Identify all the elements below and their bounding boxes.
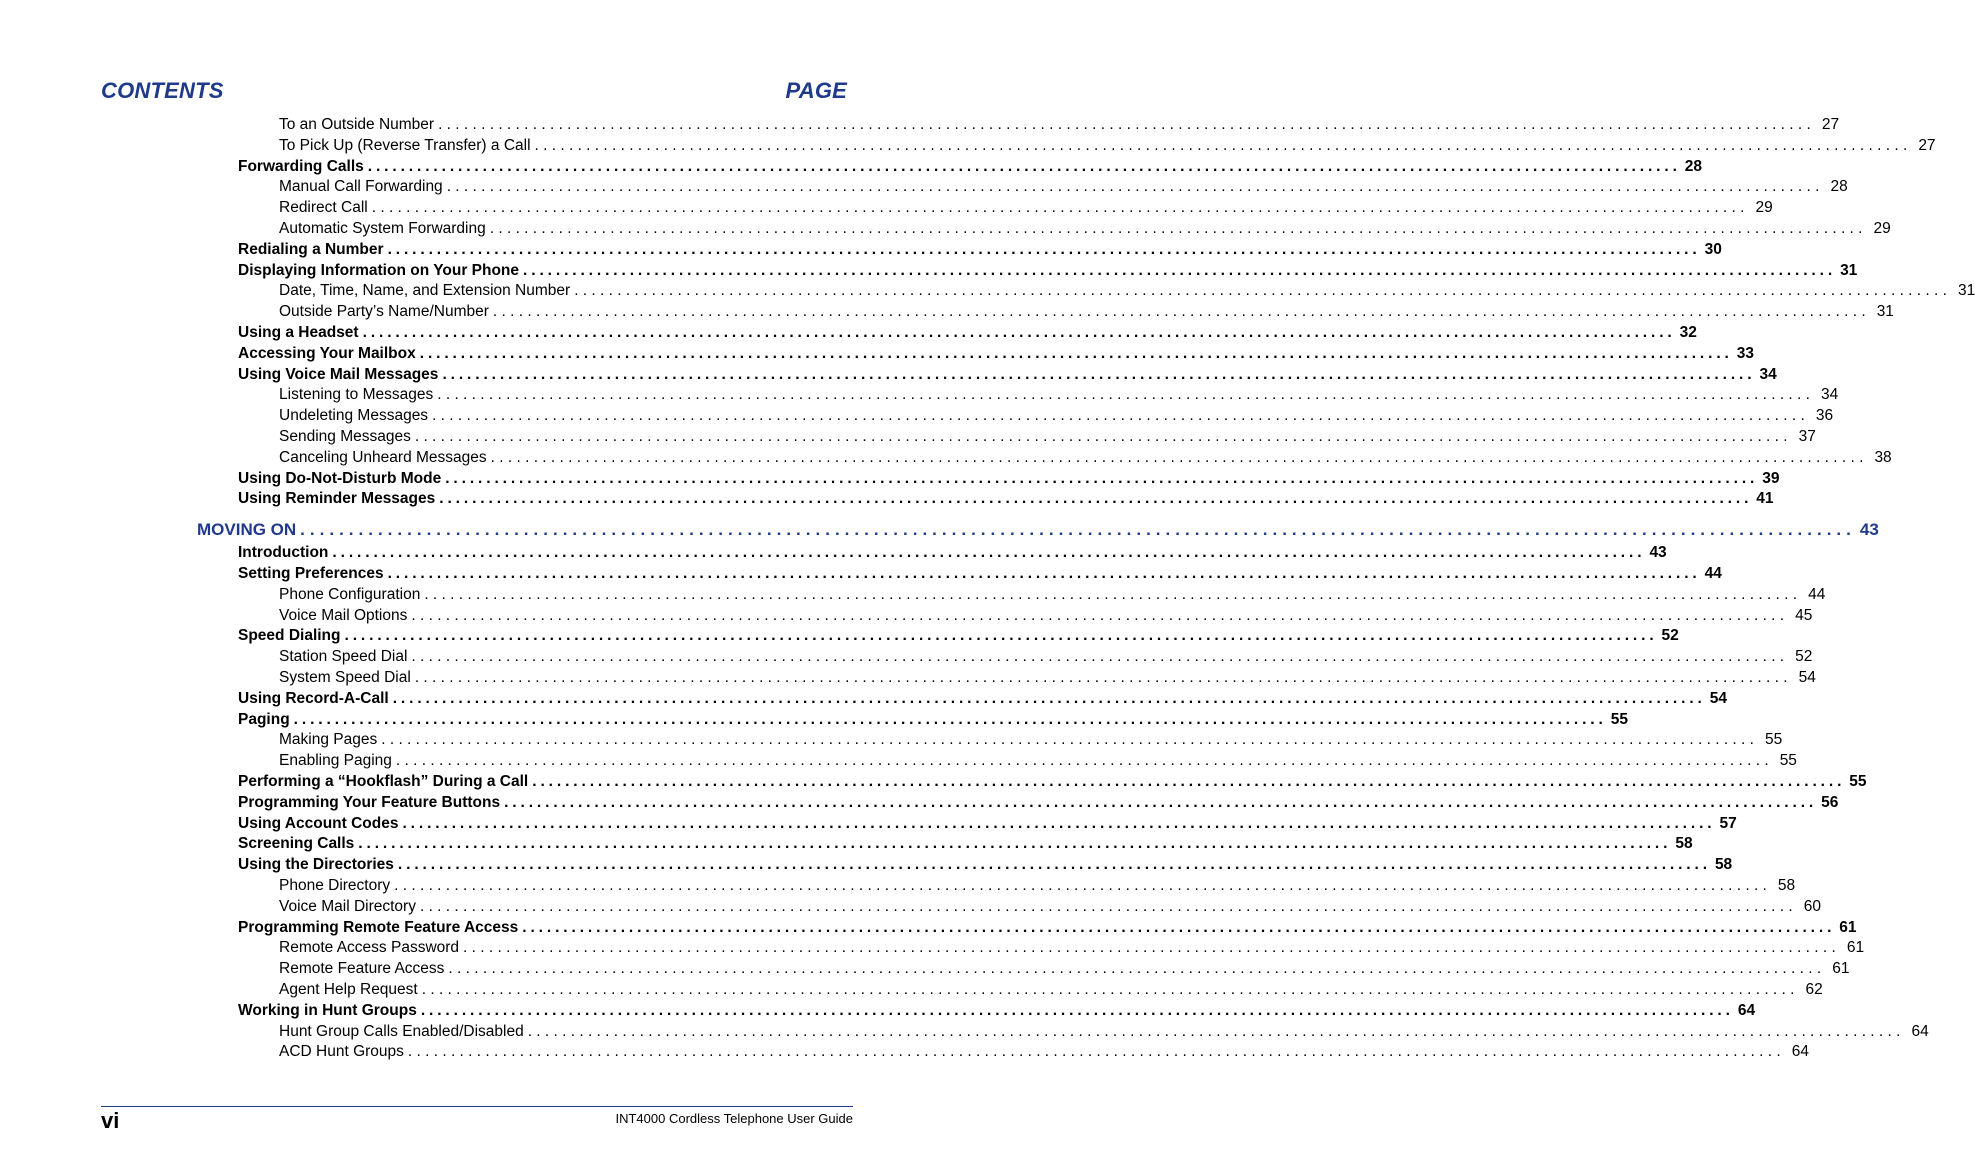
- dot-leader: ................................................................................................................................................................: [463, 939, 1841, 957]
- dot-leader: ................................................................................................................................................................: [411, 606, 1789, 624]
- dot-leader: ................................................................................................................................................................: [445, 469, 1759, 487]
- dot-leader: ................................................................................................................................................................: [332, 544, 1646, 562]
- toc-entry-title: Speed Dialing: [238, 627, 341, 645]
- toc-entry-page: 29: [1755, 199, 1773, 217]
- toc-entry-sub[interactable]: [279, 937, 1865, 958]
- toc-entry-page: 57: [1719, 814, 1737, 832]
- toc-entry-title: Performing a “Hookflash” During a Call: [238, 773, 529, 790]
- toc-entry-sec[interactable]: [238, 322, 1697, 343]
- toc-entry-page: 61: [1839, 918, 1857, 936]
- toc-entry-title: Outside Party’s Name/Number: [279, 303, 489, 321]
- toc-entry-sec[interactable]: [238, 156, 1703, 177]
- toc-entry-page: 54: [1709, 689, 1727, 707]
- toc-entry-title: Station Speed Dial: [279, 648, 408, 666]
- toc-entry-title: Date, Time, Name, and Extension Number: [279, 282, 571, 300]
- toc-entry-sec[interactable]: [238, 563, 1722, 584]
- toc-entry-title: Using Voice Mail Messages: [238, 365, 439, 383]
- toc-entry-sec[interactable]: [238, 709, 1628, 730]
- toc-entry-sub[interactable]: [279, 875, 1796, 896]
- toc-entry-title: Phone Configuration: [279, 585, 421, 603]
- toc-entry-page: 64: [1911, 1022, 1929, 1040]
- toc-entry-title: Displaying Information on Your Phone: [238, 261, 520, 279]
- toc-entry-title: Hunt Group Calls Enabled/Disabled: [279, 1022, 524, 1040]
- toc-entry-title: Using Reminder Messages: [238, 490, 436, 508]
- toc-entry-sub[interactable]: [279, 729, 1783, 750]
- toc-entry-title: To Pick Up (Reverse Transfer) a Call: [279, 136, 531, 154]
- toc-entry-page: 64: [1737, 1001, 1756, 1019]
- toc-entry-title: Programming Your Feature Buttons: [238, 793, 501, 811]
- toc-entry-sec[interactable]: [238, 468, 1780, 489]
- toc-entry-page: 44: [1704, 565, 1722, 582]
- toc-entry-page: 41: [1756, 490, 1774, 508]
- toc-entry-page: 52: [1795, 648, 1813, 666]
- toc-entry-sec[interactable]: [238, 813, 1737, 834]
- toc-entry-sub[interactable]: [279, 426, 1816, 447]
- toc-entry-page: 56: [1821, 793, 1839, 811]
- toc-entry-page: 55: [1610, 710, 1628, 728]
- toc-entry-sub[interactable]: [279, 646, 1813, 667]
- toc-entry-page: 38: [1874, 448, 1892, 466]
- dot-leader: ................................................................................................................................................................: [367, 157, 1681, 175]
- dot-leader: ................................................................................................................................................................: [358, 835, 1672, 853]
- toc-entry-title: Using Account Codes: [238, 814, 399, 832]
- toc-entry-page: 60: [1803, 897, 1821, 915]
- dot-leader: ................................................................................................................................................................: [362, 324, 1676, 341]
- toc-entry-page: 27: [1918, 136, 1936, 154]
- footer-title: INT4000 Cordless Telephone User Guide: [615, 1111, 853, 1126]
- dot-leader: ................................................................................................................................................................: [534, 136, 1912, 154]
- toc-entry-sub[interactable]: [279, 218, 1891, 239]
- dot-leader: ................................................................................................................................................................: [419, 897, 1797, 915]
- toc-entry-title: Using the Directories: [238, 856, 394, 874]
- toc-entry-title: MOVING ON: [197, 520, 297, 540]
- toc-entry-title: Sending Messages: [279, 428, 411, 445]
- toc-entry-chap[interactable]: [197, 518, 1879, 542]
- dot-leader: ................................................................................................................................................................: [394, 877, 1772, 894]
- toc-entry-title: Using a Headset: [238, 324, 359, 341]
- toc-entry-page: 54: [1798, 669, 1816, 686]
- toc-entry-page: 55: [1765, 731, 1783, 749]
- toc-entry-title: Using Record-A-Call: [238, 689, 389, 707]
- footer-rule: [101, 1106, 853, 1107]
- dot-leader: ................................................................................................................................................................: [395, 752, 1773, 770]
- toc-entry-title: Phone Directory: [279, 877, 391, 894]
- dot-leader: ................................................................................................................................................................: [439, 490, 1753, 508]
- dot-leader: ................................................................................................................................................................: [371, 199, 1749, 217]
- dot-leader: ................................................................................................................................................................: [300, 520, 1856, 540]
- toc-entry-sec[interactable]: [238, 260, 1858, 281]
- toc-entry-sec[interactable]: [238, 364, 1777, 385]
- toc-entry-title: Listening to Messages: [279, 386, 434, 404]
- toc-entry-page: 61: [1832, 960, 1850, 978]
- dot-leader: ................................................................................................................................................................: [432, 407, 1810, 425]
- dot-leader: ................................................................................................................................................................: [504, 793, 1818, 811]
- toc-entry-page: 30: [1704, 240, 1722, 258]
- dot-leader: ................................................................................................................................................................: [446, 178, 1824, 196]
- toc-entry-page: 45: [1795, 606, 1813, 624]
- toc-entry-page: 58: [1675, 835, 1693, 853]
- toc-entry-title: Introduction: [238, 544, 329, 562]
- toc-entry-title: Undeleting Messages: [279, 407, 429, 425]
- toc-entry-sec[interactable]: [238, 1000, 1756, 1021]
- dot-leader: ................................................................................................................................................................: [387, 565, 1701, 582]
- toc-entry-title: Paging: [238, 710, 290, 728]
- toc-entry-title: ACD Hunt Groups: [279, 1043, 404, 1061]
- toc-entry-sec[interactable]: [238, 625, 1679, 646]
- toc-entry-title: Redialing a Number: [238, 240, 384, 258]
- toc-entry-page: 64: [1791, 1043, 1809, 1061]
- toc-entry-page: 31: [1840, 261, 1858, 279]
- dot-leader: ................................................................................................................................................................: [387, 240, 1701, 258]
- toc-entry-sub[interactable]: [279, 1021, 1929, 1042]
- dot-leader: ................................................................................................................................................................: [414, 428, 1792, 445]
- page-number: vi: [101, 1108, 120, 1133]
- toc-entry-page: 29: [1873, 220, 1891, 237]
- toc-entry-page: 34: [1821, 386, 1839, 404]
- toc-entry-page: 28: [1684, 157, 1703, 175]
- toc-entry-sub[interactable]: [279, 301, 1894, 322]
- toc-entry-sub[interactable]: [279, 584, 1826, 605]
- contents-heading: CONTENTS: [101, 78, 224, 103]
- toc-entry-page: 44: [1808, 585, 1826, 603]
- toc-entry-title: Canceling Unheard Messages: [279, 448, 487, 466]
- toc-entry-sec[interactable]: [238, 854, 1733, 875]
- toc-entry-sec[interactable]: [238, 688, 1727, 709]
- toc-entry-page: 27: [1821, 116, 1840, 133]
- toc-entry-sec[interactable]: [238, 917, 1857, 938]
- toc-entry-sec[interactable]: [238, 792, 1839, 813]
- toc-entry-title: Enabling Paging: [279, 752, 392, 770]
- dot-leader: ................................................................................................................................................................: [424, 585, 1802, 603]
- toc-entry-title: System Speed Dial: [279, 669, 411, 686]
- toc-entry-title: Screening Calls: [238, 835, 355, 853]
- dot-leader: ................................................................................................................................................................: [574, 282, 1952, 300]
- toc-entry-sec[interactable]: [238, 542, 1667, 563]
- toc-entry-page: 37: [1798, 428, 1816, 445]
- toc-entry-title: Agent Help Request: [279, 981, 418, 998]
- toc-entry-page: 31: [1876, 303, 1894, 321]
- toc-entry-sub[interactable]: [279, 896, 1821, 917]
- toc-entry-title: Remote Access Password: [279, 939, 460, 957]
- dot-leader: ................................................................................................................................................................: [522, 918, 1836, 936]
- dot-leader: ................................................................................................................................................................: [414, 669, 1792, 686]
- dot-leader: ................................................................................................................................................................: [489, 220, 1867, 237]
- toc-entry-page: 61: [1846, 939, 1865, 957]
- dot-leader: ................................................................................................................................................................: [397, 856, 1711, 874]
- toc-entry-sub[interactable]: [279, 1041, 1809, 1062]
- dot-leader: ................................................................................................................................................................: [419, 344, 1733, 362]
- toc-entry-sub[interactable]: [279, 280, 1975, 301]
- dot-leader: ................................................................................................................................................................: [392, 689, 1706, 707]
- dot-leader: ................................................................................................................................................................: [420, 1001, 1734, 1019]
- toc-entry-sec[interactable]: [238, 771, 1867, 792]
- toc-entry-page: 52: [1661, 627, 1679, 645]
- toc-entry-page: 34: [1759, 365, 1777, 383]
- dot-leader: ................................................................................................................................................................: [490, 448, 1868, 466]
- page-heading: PAGE: [785, 78, 847, 103]
- toc-entry-title: Forwarding Calls: [238, 157, 364, 175]
- toc-entry-sec[interactable]: [238, 833, 1693, 854]
- toc-entry-page: 62: [1805, 981, 1823, 998]
- toc-entry-page: 43: [1649, 544, 1667, 562]
- dot-leader: ................................................................................................................................................................: [437, 386, 1815, 404]
- toc-entry-page: 55: [1779, 752, 1797, 770]
- toc-entry-title: Voice Mail Directory: [279, 897, 416, 915]
- toc-entry-title: Voice Mail Options: [279, 606, 408, 624]
- toc-entry-title: Accessing Your Mailbox: [238, 344, 416, 362]
- toc-entry-page: 58: [1714, 856, 1733, 874]
- dot-leader: ................................................................................................................................................................: [492, 303, 1870, 321]
- dot-leader: ................................................................................................................................................................: [293, 710, 1607, 728]
- toc-entry-sub[interactable]: [279, 135, 1936, 156]
- dot-leader: ................................................................................................................................................................: [448, 960, 1826, 978]
- toc-entry-page: 39: [1762, 469, 1780, 487]
- toc-entry-sec[interactable]: [238, 239, 1722, 260]
- toc-entry-sub[interactable]: [279, 667, 1816, 688]
- toc-entry-page: 33: [1736, 344, 1755, 362]
- toc-entry-sub[interactable]: [279, 405, 1834, 426]
- toc-entry-sub[interactable]: [279, 384, 1839, 405]
- toc-entry-title: Remote Feature Access: [279, 960, 445, 978]
- toc-entry-title: Manual Call Forwarding: [279, 178, 443, 196]
- dot-leader: ................................................................................................................................................................: [411, 648, 1789, 666]
- toc-entry-sub[interactable]: [279, 197, 1773, 218]
- toc-entry-sub[interactable]: [279, 979, 1823, 1000]
- toc-entry-page: 43: [1859, 520, 1879, 540]
- dot-leader: ................................................................................................................................................................: [344, 627, 1658, 645]
- toc-entry-sub[interactable]: [279, 447, 1892, 468]
- toc-entry-sub[interactable]: [279, 605, 1813, 626]
- toc-entry-title: Automatic System Forwarding: [279, 220, 486, 237]
- toc-entry-title: Using Do-Not-Disturb Mode: [238, 469, 442, 487]
- toc-entry-sub[interactable]: [279, 114, 1840, 135]
- dot-leader: ................................................................................................................................................................: [421, 981, 1799, 998]
- dot-leader: ................................................................................................................................................................: [402, 814, 1716, 832]
- toc-entry-title: Redirect Call: [279, 199, 368, 217]
- toc-entry-sec[interactable]: [238, 343, 1755, 364]
- toc-entry-sub[interactable]: [279, 176, 1848, 197]
- toc-entry-title: To an Outside Number: [279, 116, 435, 133]
- dot-leader: ................................................................................................................................................................: [523, 261, 1837, 279]
- toc-entry-sub[interactable]: [279, 958, 1850, 979]
- toc-entry-title: Making Pages: [279, 731, 378, 749]
- toc-entry-page: 28: [1830, 178, 1848, 196]
- toc-entry-page: 36: [1815, 407, 1834, 425]
- toc-entry-sub[interactable]: [279, 750, 1797, 771]
- toc-entry-title: Programming Remote Feature Access: [238, 918, 519, 936]
- dot-leader: ................................................................................................................................................................: [381, 731, 1759, 749]
- dot-leader: ................................................................................................................................................................: [438, 116, 1816, 133]
- toc-entry-page: 58: [1777, 877, 1796, 894]
- dot-leader: ................................................................................................................................................................: [527, 1022, 1905, 1040]
- toc-entry-page: 31: [1957, 282, 1975, 300]
- toc-entry-sec[interactable]: [238, 488, 1774, 509]
- dot-leader: ................................................................................................................................................................: [532, 773, 1846, 790]
- toc-entry-page: 32: [1679, 324, 1697, 341]
- toc-entry-title: Working in Hunt Groups: [238, 1001, 417, 1019]
- toc-entry-title: Setting Preferences: [238, 565, 384, 582]
- dot-leader: ................................................................................................................................................................: [442, 365, 1756, 383]
- dot-leader: ................................................................................................................................................................: [407, 1043, 1785, 1061]
- toc-entry-page: 55: [1849, 773, 1867, 790]
